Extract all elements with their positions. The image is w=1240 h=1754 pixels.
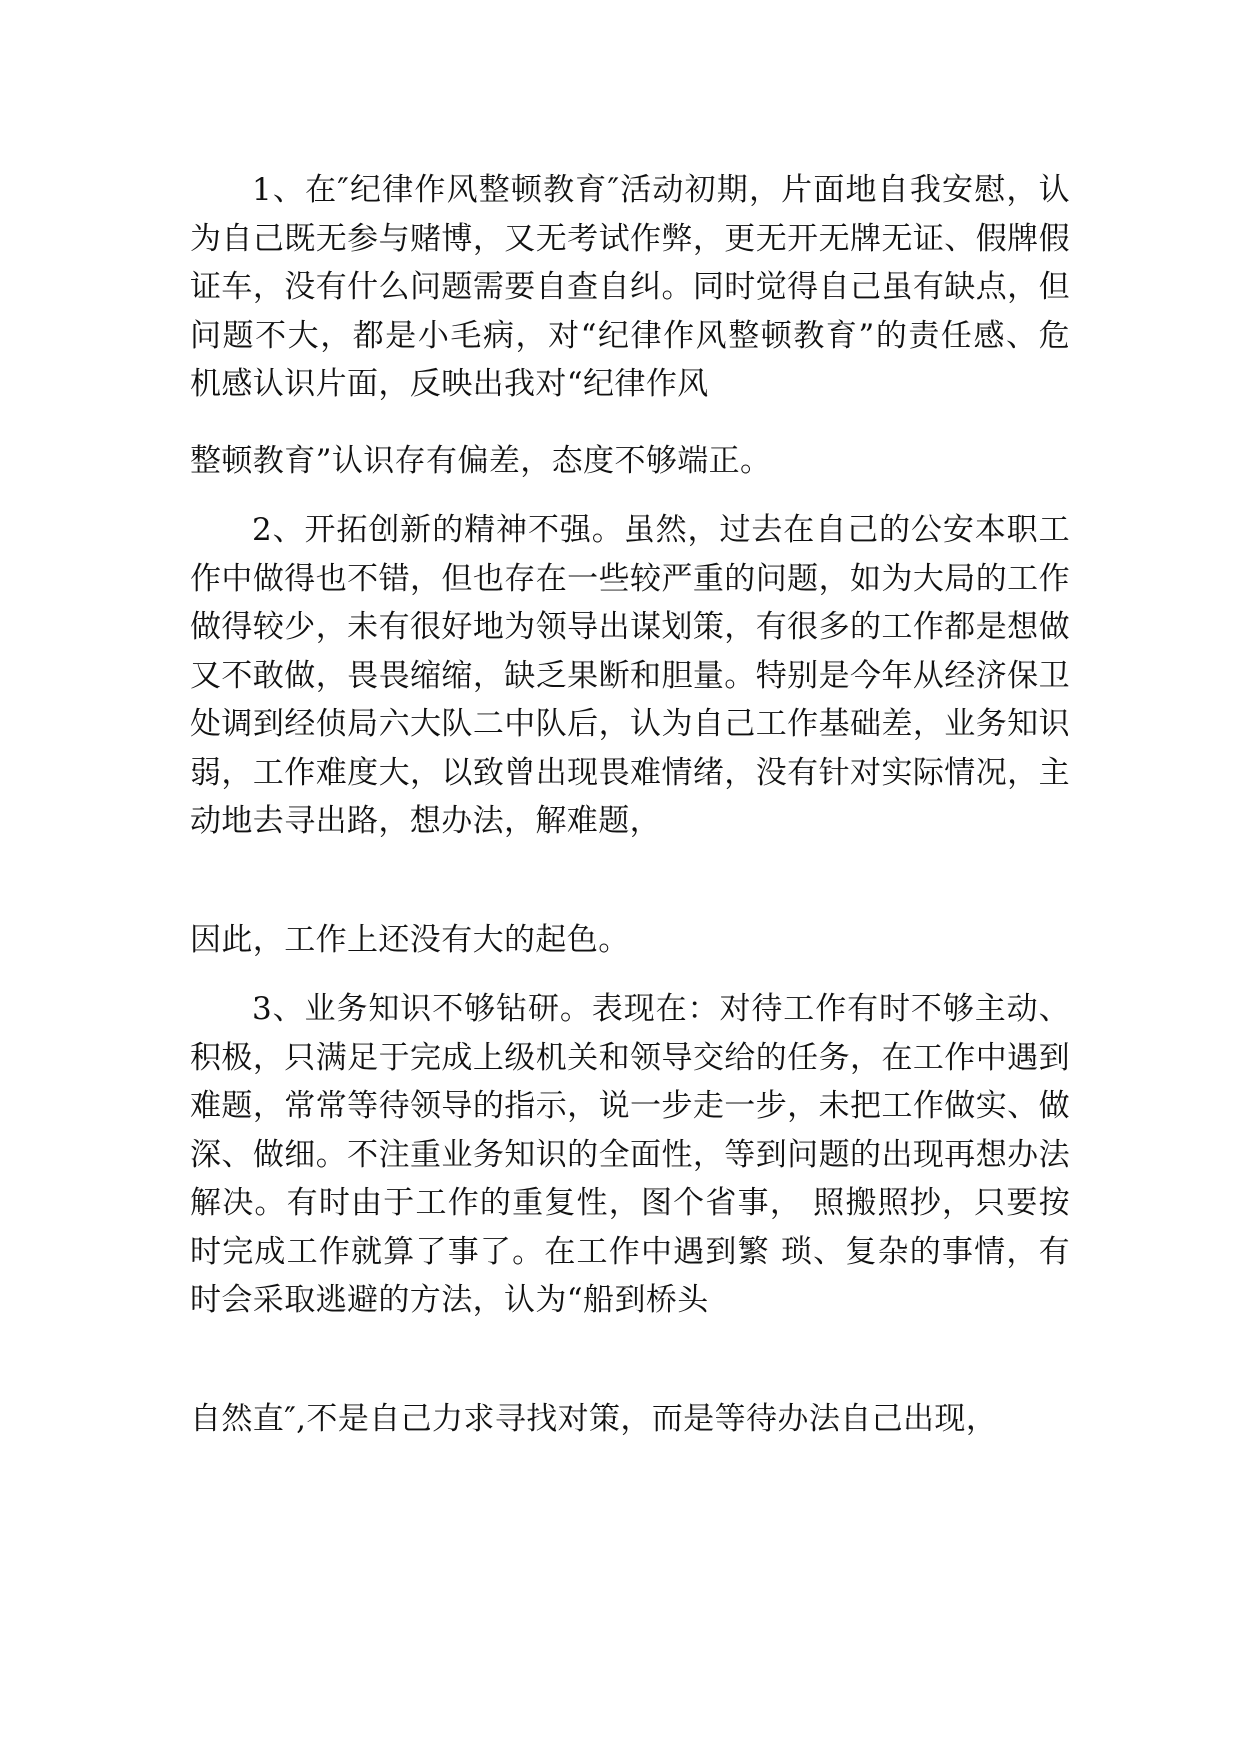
paragraph-2: 2、开拓创新的精神不强。虽然，过去在自己的公安本职工作中做得也不错，但也存在一些较严重的问题，如为大局的工作做得较少，未有很好地为领导出谋划策，有很多的工作都是想做又不敢做，畏畏缩缩，缺乏果断和胆量。特别是今年从经济保卫处调到经侦局六大队二中队后，认为自己工作基础差，业务知识弱，工作难度大，以致曾出现畏难情绪，没有针对实际情况，主动地去寻出路，想办法，解难题， <box>190 512 1070 839</box>
paragraph-3: 3、业务知识不够钻研。表现在：对待工作有时不够主动、积极，只满足于完成上级机关和领导交给的任务，在工作中遇到难题，常常等待领导的指示，说一步走一步，未把工作做实、做深、做细。不注重业务知识的全面性，等到问题的出现再想办法解决。有时由于工作的重复性，图个省事， 照搬照抄，只要按时完成工作就算了事了。在工作中遇到繁 琐、复杂的事情，有时会采取逃避的方法，认为“船到桥头 <box>190 991 1070 1318</box>
paragraph-1-continuation: 整顿教育”认识存有偏差，态度不够端正。 <box>190 443 772 479</box>
paragraph-1: 1、在″纪律作风整顿教育″活动初期，片面地自我安慰，认为自己既无参与赌博，又无考试作弊，更无开无牌无证、假牌假证车，没有什么问题需要自查自纠。同时觉得自己虽有缺点，但问题不大，都是小毛病，对“纪律作风整顿教育”的责任感、危机感认识片面，反映出我对“纪律作风 <box>190 172 1070 402</box>
paragraph-2-continuation: 因此，工作上还没有大的起色。 <box>190 922 630 958</box>
paragraph-3-continuation: 自然直″,不是自己力求寻找对策，而是等待办法自己出现， <box>190 1401 998 1437</box>
